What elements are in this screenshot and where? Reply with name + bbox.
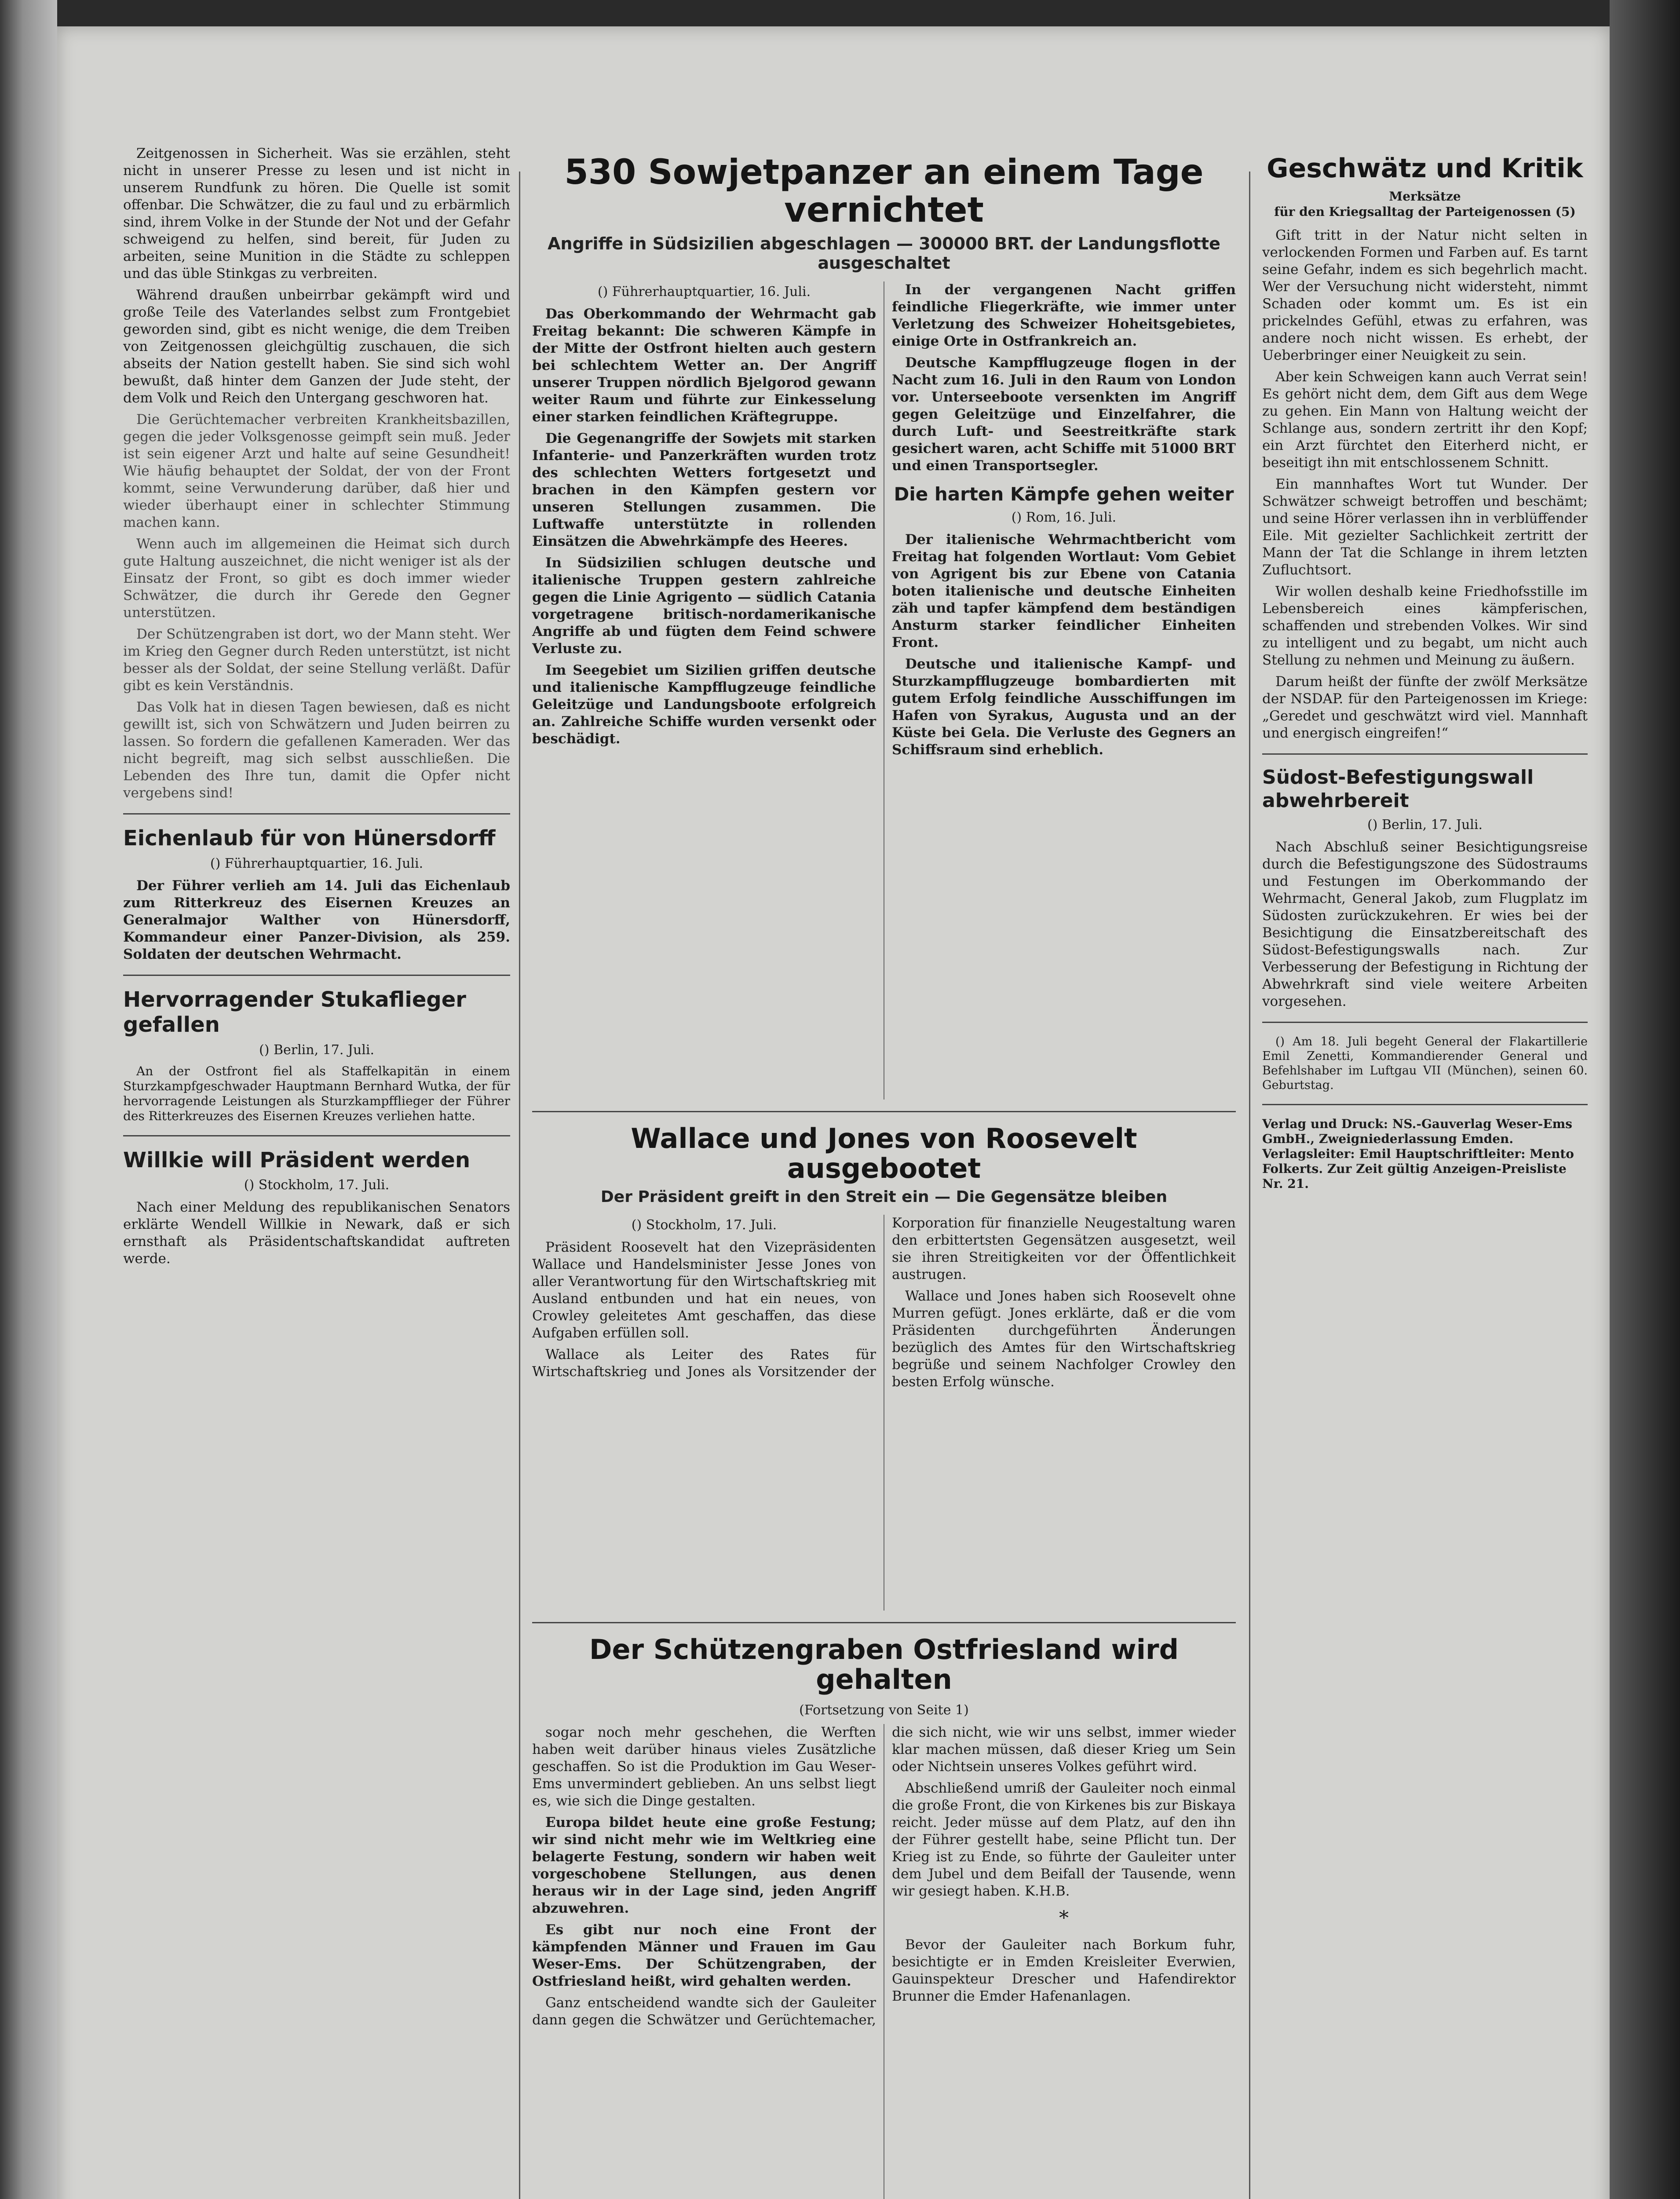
book-binding (0, 0, 57, 2199)
stuka-headline: Hervorragender Stukaflieger gefallen (123, 987, 466, 1037)
main-subhead: Angriffe in Südsizilien abgeschlagen — 300000 BRT. der Landungsflotte ausgeschaltet (548, 234, 1220, 273)
eichenlaub-text: Der Führer verlieh am 14. Juli das Eichenlaub zum Ritterkreuz des Eisernen Kreuzes an Generalmajor Walther von Hünersdorff, Kommandeur einer Panzer-Division, als 259. Soldaten der deutschen Wehrmacht. (123, 877, 510, 962)
right-column (1262, 154, 1588, 1191)
merksaetze-sub: für den Kriegsalltag der Parteigenossen (5) (1274, 205, 1576, 219)
wallace-dateline: () Stockholm, 17. Juli. (631, 1217, 777, 1233)
sued-dateline: () Berlin, 17. Juli. (1367, 817, 1483, 833)
column-rule-2 (1249, 172, 1250, 2199)
willkie-text: Nach einer Meldung des republikanischen Senators erklärte Wendell Willkie in Newark, daß er sich ernsthaft als Präsidentschaftskandidat auftreten werde. (123, 1199, 510, 1267)
schuetzen-para-1: sogar noch mehr geschehen, die Werften haben weit darüber hinaus vieles Zusätzliche geschaffen. So ist die Produktion im Gau Weser-Ems unvermindert geblieben. An uns selbst liegt es, wie sich die Dinge gestalten. (532, 1724, 876, 1809)
newspaper-page (57, 26, 1610, 2199)
separator-asterisk: * (1059, 1907, 1069, 1930)
eichenlaub-headline: Eichenlaub für von Hünersdorff (123, 826, 496, 851)
sued-headline: Südost-Befestigungswall abwehrbereit (1262, 766, 1534, 812)
wallace-para-1: Präsident Roosevelt hat den Vizepräsidenten Wallace und Handelsminister Jesse Jones von aller Verantwortung für den Wirtschaftskrieg mit Ausland entbunden und hat ein neues, von Crowley geleitetes Amt geschaffen, das diese Aufgaben erfüllen soll. (532, 1239, 876, 1341)
right-para-1: Gift tritt in der Natur nicht selten in verlockenden Formen und Farben auf. Es tarnt seine Gefahr, indem es sich begehrlich macht. Wer der Versuchung nicht widersteht, nimmt Schaden oder kommt um. Es ist ein prickelndes Gefühl, etwas zu erfahren, was andere noch nicht wissen. Es erhebt, der Ueberbringer einer Neuigkeit zu sein. (1262, 227, 1588, 363)
right-headline: Geschwätz und Kritik (1267, 153, 1583, 184)
wallace-para-2: Wallace und Jones haben sich Roosevelt ohne Murren gefügt. Jones erklärte, daß er die vom Präsidenten durchgeführten Änderungen bezüglich des Amtes für den Wirtschaftskrieg begrüße und seinem Nachfolger Crowley den besten Erfolg wünsche. (892, 1288, 1236, 1390)
stuka-dateline: () Berlin, 17. Juli. (259, 1042, 374, 1058)
eichenlaub-dateline: () Führerhauptquartier, 16. Juli. (210, 855, 424, 871)
main-article (532, 154, 1236, 2199)
main-para-3: In der vergangenen Nacht griffen feindliche Fliegerkräfte, wie immer unter Verletzung des Schweizer Hoheitsgebietes, einige Orte in Ostfrankreich an. (892, 281, 1236, 349)
schuetzen-headline: Der Schützengraben Ostfriesland wird gehalten (589, 1633, 1179, 1696)
sub2-text: Der italienische Wehrmachtbericht vom Freitag hat folgenden Wortlaut: Vom Gebiet von Agrigent bis zur Ebene von Catania boten italienische und deutsche Einheiten zäh und tapfer kämpfend dem beständigen Ansturm starker feindlicher Einheiten Front. (892, 531, 1236, 650)
right-para-2: Aber kein Schweigen kann auch Verrat sein! Es gehört nicht dem, dem Gift aus dem Wege zu gehen. Ein Mann von Haltung weicht der Schlange aus, sondern zertritt ihr den Kopf; ein Arzt fürchtet den Eiterherd nicht, er beseitigt ihn mit entschlossenem Schnitt. (1262, 369, 1588, 471)
schuetzen-para-3: Ganz entscheidend wandte sich der Gauleiter dann gegen die Schwätzer und Gerüchtemacher, die sich nicht, wie wir uns selbst, immer wieder klar machen müssen, daß dieser Krieg um Sein oder Nichtsein unseres Volkes geführt wird. (532, 1724, 1236, 2028)
imprint: Verlag und Druck: NS.-Gauverlag Weser-Ems GmbH., Zweigniederlassung Emden. Verlagsleiter: Emil Hauptschriftleiter: Mento Folkerts. Zur Zeit gültig Anzeigen-Preisliste Nr. 21. (1262, 1116, 1574, 1191)
main-dateline: () Führerhauptquartier, 16. Juli. (597, 284, 811, 300)
sub2-headline: Die harten Kämpfe gehen weiter (894, 483, 1234, 505)
schuetzen-columns: sogar noch mehr geschehen, die Werften haben weit darüber hinaus vieles Zusätzliche geschaffen. So ist die Produktion im Gau Weser-Ems unvermindert geblieben. An uns selbst liegt es, wie sich die Dinge gestalten. Europa bildet heute eine große Festung; wir sind nicht mehr wie im Weltkrieg eine belagerte Festung, sondern wir haben weit vorgeschobene Stellungen, aus denen heraus wir in der Lage sind, jeden Angriff abzuwehren. Es gibt nur noch eine Front der kämpfenden Männer und Frauen im Gau Weser-Ems. Der Schützengraben, der Ostfriesland heißt, wird gehalten werden. Ganz entscheidend wandte sich der Gauleiter dann gegen die Schwätzer und Gerüchtemacher, die sich nicht, wie wir uns selbst, immer wieder klar machen müssen, daß dieser Krieg um Sein oder Nichtsein unseres Volkes geführt wird. Abschließend umriß der Gauleiter noch einmal die große Front, die von Kirkenes bis zur Biskaya reicht. Jeder müsse auf dem Platz, auf den ihn der Führer gestellt habe, seine Pflicht tun. Der Krieg ist zu Ende, so führte der Gauleiter unter dem Jubel und dem Beifall der Tausende, wenn wir gesiegt haben. K.H.B. * Bevor der Gauleiter nach Borkum fuhr, besichtigte er in Emden Kreisleiter Everwien, Gauinspekteur Drescher und Hafendirektor Brunner die Emder Hafenanlagen. (532, 1724, 1236, 2028)
main-article-columns: () Führerhauptquartier, 16. Juli. Das Oberkommando der Wehrmacht gab Freitag bekannt: Die schweren Kämpfe in der Mitte der Ostfront hielten auch gestern bei schlechtem Wetter an. Der Angriff unserer Truppen nördlich Bjelgorod gewann weiter Raum und führte zur Einkesselung einer starken feindlichen Kräftegruppe. Die Gegenangriffe der Sowjets mit starken Infanterie- und Panzerkräften wurden trotz des schlechten Wetters fortgesetzt und brachen in den Kämpfen gestern vor unseren Stellungen zusammen. Die Luftwaffe unterstützte in rollenden Einsätzen die Abwehrkämpfe des Heeres. In Südsizilien schlugen deutsche und italienische Truppen gestern zahlreiche gegen die Linie Agrigento — südlich Catania vorgetragene britisch-nordamerikanische Angriffe ab und fügten dem Feind schwere Verluste zu. Im Seegebiet um Sizilien griffen deutsche und italienische Kampfflugzeuge feindliche Geleitzüge und Landungsboote erfolgreich an. Zahlreiche Schiffe wurden versenkt oder beschädigt. In der vergangenen Nacht griffen feindliche Fliegerkräfte, wie immer unter Verletzung des Schweizer Hoheitsgebietes, einige Orte in Ostfrankreich an. Deutsche Kampfflugzeuge flogen in der Nacht zum 16. Juli in den Raum von London vor. Unterseeboote versenkten im Angriff gegen Geleitzüge und Einzelfahrer, die durch Luft- und Seestreitkräfte stark gesichert waren, acht Schiffe mit 51000 BRT und einen Transportsegler. Die harten Kämpfe gehen weiter () Rom, 16. Juli. Der italienische Wehrmachtbericht vom Freitag hat folgenden Wortlaut: Vom Gebiet von Agrigent bis zur Ebene von Catania boten italienische und deutsche Einheiten zäh und tapfer kämpfend dem beständigen Ansturm starker feindlicher Einheiten Front. Deutsche und italienische Kampf- und Sturzkampfflugzeuge bombardierten mit gutem Erfolg feindliche Ausschiffungen im Hafen von Syrakus, Augusta und an der Küste bei Gela. Die Verluste des Gegners an Schiffsraum sind erheblich. (532, 281, 1236, 758)
right-para-3: Ein mannhaftes Wort tut Wunder. Der Schwätzer schweigt betroffen und beschämt; und seine Hörer verlassen ihn in verblüffender Eile. Mit gezielter Sachlichkeit zertritt der Mann der Tat die Schlange in ihrem letzten Zufluchtsort. (1262, 476, 1588, 578)
sued-text: Nach Abschluß seiner Besichtigungsreise durch die Befestigungszone des Südostraums und Festungen im Oberkommando der Wehrmacht, General Jakob, zum Flugplatz im Südosten zurückzukehren. Er wies bei der Besichtigung die Einsatzbereitschaft des Südost-Befestigungswalls nach. Zur Verbesserung der Befestigung in Richtung der Abwehrkraft sind viele weitere Arbeiten vorgesehen. (1262, 839, 1588, 1009)
main-headline: 530 Sowjetpanzer an einem Tage vernichtet (564, 153, 1204, 230)
wallace-subhead: Der Präsident greift in den Streit ein — Die Gegensätze bleiben (600, 1187, 1168, 1206)
stuka-text: An der Ostfront fiel als Staffelkapitän in einem Sturzkampfgeschwader Hauptmann Bernhard Wutka, der für hervorragende Leistungen als Sturzkampfflieger der Führer des Ritterkreuzes des Eisernen Kreuzes verliehen hatte. (123, 1063, 510, 1123)
left-intro-1: Zeitgenossen in Sicherheit. Was sie erzählen, steht nicht in unserer Presse zu lesen und ist nicht in unserem Rundfunk zu hören. Die Quelle ist somit offenbar. Die Schwätzer, die zu faul und zu erbärmlich sind, ihrem Volke in der Stunde der Not und der Gefahr schweigend zu helfen, sind bereit, für Juden zu arbeiten, seine Munition in die Städte zu schleppen und das üble Stinkgas zu verbreiten. (123, 146, 510, 281)
schuetzen-cont: (Fortsetzung von Seite 1) (799, 1702, 969, 1718)
merksaetze: Merksätze (1389, 189, 1461, 204)
willkie-dateline: () Stockholm, 17. Juli. (244, 1177, 390, 1193)
column-rule-1 (519, 172, 520, 2199)
schuetzen-para-2: Europa bildet heute eine große Festung; wir sind nicht mehr wie im Weltkrieg eine belagerte Festung, sondern wir haben weit vorgeschobene Stellungen, aus denen heraus wir in der Lage sind, jeden Angriff abzuwehren. (532, 1815, 876, 1917)
right-para-4: Wir wollen deshalb keine Friedhofsstille im Lebensbereich eines kämpferischen, schaffenden und strebenden Volkes. Wir sind zu intelligent und zu begabt, um nicht auch Stellung zu nehmen und Meinung zu äußern. (1262, 584, 1588, 668)
birthday-note: () Am 18. Juli begeht General der Flakartillerie Emil Zenetti, Kommandierender General und Befehlshaber im Luftgau VII (München), seinen 60. Geburtstag. (1262, 1034, 1588, 1092)
main-para-4: Deutsche Kampfflugzeuge flogen in der Nacht zum 16. Juli in den Raum von London vor. Unterseeboote versenkten im Angriff gegen Geleitzüge und Einzelfahrer, die durch Luft- und Seestreitkräfte stark gesichert waren, acht Schiffe mit 51000 BRT und einen Transportsegler. (892, 354, 1236, 474)
willkie-headline: Willkie will Präsident werden (123, 1147, 471, 1173)
schuetzen-para-5: Bevor der Gauleiter nach Borkum fuhr, besichtigte er in Emden Kreisleiter Everwien, Gauinspekteur Drescher und Hafendirektor Brunner die Emder Hafenanlagen. (892, 1937, 1236, 2005)
left-intro-2: Während draußen unbeirrbar gekämpft wird und große Teile des Vaterlandes selbst zum Frontgebiet geworden sind, gibt es nicht wenige, die dem Treiben von Zeitgenossen gleichgültig zuschauen, die sich abseits der Nation gestellt haben. Sie sind sich wohl bewußt, daß hinter dem Ganzen der Jude steht, der dem Volk und Reich den Untergang geschworen hat. (123, 287, 510, 406)
wallace-columns: () Stockholm, 17. Juli. Präsident Roosevelt hat den Vizepräsidenten Wallace und Handelsminister Jesse Jones von aller Verantwortung für den Wirtschaftskrieg mit Ausland entbunden und hat ein neues, von Crowley geleitetes Amt geschaffen, das diese Aufgaben erfüllen soll. Wallace als Leiter des Rates für Wirtschaftskrieg und Jones als Vorsitzender der Korporation für finanzielle Neugestaltung waren den erbittertsten Gegensätzen ausgesetzt, weil sie ihren Streitigkeiten vor der Öffentlichkeit austrugen. Wallace und Jones haben sich Roosevelt ohne Murren gefügt. Jones erklärte, daß er die vom Präsidenten durchgeführten Änderungen bezüglich des Amtes für den Wirtschaftskrieg begrüße und seinem Nachfolger Crowley den besten Erfolg wünsche. (532, 1215, 1236, 1390)
page-edge (1610, 0, 1680, 2199)
main-para-1: Das Oberkommando der Wehrmacht gab Freitag bekannt: Die schweren Kämpfe in der Mitte der Ostfront hielten auch gestern bei schlechtem Wetter an. Der Angriff unserer Truppen nördlich Bjelgorod gewann weiter Raum und führte zur Einkesselung einer starken feindlichen Kräftegruppe. (532, 306, 876, 425)
main-para-2: In Südsizilien schlugen deutsche und italienische Truppen gestern zahlreiche gegen die Linie Agrigento — südlich Catania vorgetragene britisch-nordamerikanische Angriffe ab und fügten dem Feind schwere Verluste zu. (532, 555, 876, 657)
left-column: Zeitgenossen in Sicherheit. Was sie erzählen, steht nicht in unserer Presse zu lesen und ist nicht in unserem Rundfunk zu hören. Die Quelle ist somit offenbar. Die Schwätzer, die zu faul und zu erbärmlich sind, ihrem Volke in der Stunde der Not und der Gefahr schweigend zu helfen, sind bereit, für Juden zu arbeiten, seine Munition in die Städte zu schleppen und das üble Stinkgas zu verbreiten. Während draußen unbeirrbar gekämpft wird und große Teile des Vaterlandes selbst zum Frontgebiet geworden sind, gibt es nicht wenige, die dem Treiben von Zeitgenossen gleichgültig zuschauen, die sich abseits der Nation gestellt haben. Sie sind sich wohl bewußt, daß hinter dem Ganzen der Jude steht, der dem Volk und Reich den Untergang geschworen hat. Die Gerüchtemacher verbreiten Krankheitsbazillen, gegen die jeder Volksgenosse geimpft sein muß. Jeder ist sein eigener Arzt und halte auf seine Gesundheit! Wie häufig behauptet der Soldat, der von der Front kommt, seine Verwunderung darüber, daß hier und wieder überhaupt einer in schlechter Stimmung machen kann. Wenn auch im allgemeinen die Heimat sich durch gute Haltung auszeichnet, die nicht weniger ist als der Einsatz der Front, so gibt es doch immer wieder Schwätzer, die durch ihr Gerede den Gegner unterstützen. Der Schützengraben ist dort, wo der Mann steht. Wer im Krieg den Gegner durch Reden unterstützt, ist nicht besser als der Soldat, der seine Stellung verläßt. Dafür gibt es kein Verständnis. Das Volk hat in diesen Tagen bewiesen, daß es nicht gewillt ist, sich von Schwätzern und Juden beirren zu lassen. So fordern die gefallenen Kameraden. Wer das nicht begreift, mag sich selbst ausschließen. Die Lebenden des Ihre tun, damit die Opfer nicht vergebens sind! Eichenlaub für von Hünersdorff () Führerhauptquartier, 16. Juli. Der Führer verlieh am 14. Juli das Eichenlaub zum Ritterkreuz des Eisernen Kreuzes an Generalmajor Walther von Hünersdorff, Kommandeur einer Panzer-Division, als 259. Soldaten der deutschen Wehrmacht. Hervorragender Stukaflieger gefallen () Berlin, 17. Juli. An der Ostfront fiel als Staffelkapitän in einem Sturzkampfgeschwader Hauptmann Bernhard Wutka, der für hervorragende Leistungen als Sturzkampfflieger der Führer des Ritterkreuzes des Eisernen Kreuzes verliehen hatte. Willkie will Präsident werden () Stockholm, 17. Juli. Nach einer Meldung des republikanischen Senators erklärte Wendell Willkie in Newark, daß er sich ernsthaft als Präsidentschaftskandidat auftreten werde. (123, 146, 510, 1267)
right-para-5: Darum heißt der fünfte der zwölf Merksätze der NSDAP. für den Parteigenossen im Kriege: „Geredet und geschwätzt wird viel. Mannhaft und energisch eingreifen!“ (1262, 674, 1588, 741)
sub2-dateline: () Rom, 16. Juli. (1011, 509, 1117, 525)
wallace-headline: Wallace und Jones von Roosevelt ausgebootet (631, 1122, 1137, 1184)
schuetzen-para-4: Abschließend umriß der Gauleiter noch einmal die große Front, die von Kirkenes bis zur Biskaya reicht. Jeder müsse auf dem Platz, auf den ihn der Führer gestellt habe, seine Pflicht tun. Der Krieg ist zu Ende, so führte der Gauleiter unter dem Jubel und dem Beifall der Tausende, wenn wir gesiegt haben. K.H.B. (892, 1780, 1236, 1899)
